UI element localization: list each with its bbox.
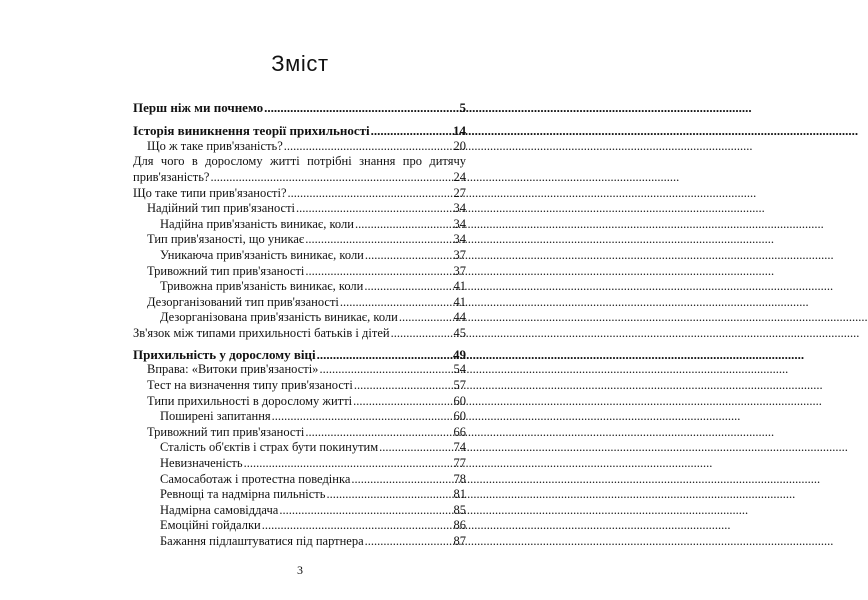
toc-entry [133,456,466,472]
page-title: Зміст [271,51,329,76]
toc-entry [133,378,466,394]
toc-entry-title: Дезорганізована прив'язаність виникає, коли [160,310,398,325]
dot-leader [271,409,453,425]
toc-entry-title: Надійний тип прив'язаності [147,201,296,216]
page-number: 3 [297,563,303,577]
dot-leader [283,139,453,155]
toc-entry-title: Перш ніж ми почнемо [133,100,264,115]
toc-entry-page: 27 [453,185,466,200]
toc-entry-title: Вправа: «Витоки прив'язаності» [147,362,319,377]
toc-entry-title: Емоційні гойдалки [160,518,261,533]
toc-entry-title: Тип прив'язаності, що уникає [147,232,305,247]
dot-leader [209,170,452,186]
dot-leader [339,295,453,311]
dot-leader [243,456,453,472]
dot-leader [363,279,452,295]
toc-entry [133,170,466,186]
toc-entry-title: Тест на визначення типу прив'язаності [147,378,353,393]
toc-entry [133,503,466,519]
toc-entry-page: 37 [453,247,466,262]
toc-entry [133,362,466,378]
toc-entry-page: 41 [453,294,466,309]
dot-leader [304,264,452,280]
dot-leader [398,310,453,326]
toc-entry-page: 44 [453,310,466,325]
toc-entry-page: 87 [453,534,466,549]
toc-entry-title-line: Для чого в дорослому житті потрібні знання про дитячу [133,154,466,169]
toc-entry [133,139,466,155]
toc-entry-title: Прихильність у дорослому віці [133,346,316,362]
dot-leader [353,378,453,394]
toc-entry-page: 77 [453,456,466,471]
toc-entry-title: Надмірна самовіддача [160,502,279,517]
dot-leader [364,534,453,550]
toc-entry-title: Сталість об'єктів і страх бути покинутим [160,440,379,455]
toc-entry-title: Ревнощі та надмірна пильність [160,487,326,502]
toc-entry-page: 14 [453,123,466,139]
toc-entry [133,123,466,139]
toc-entry-page: 20 [453,138,466,153]
toc-entry-page: 78 [453,471,466,486]
dot-leader [378,440,452,456]
dot-leader [364,248,453,264]
toc-entry [133,440,466,456]
table-of-contents [133,100,466,550]
toc-entry [133,248,466,264]
toc-entry-title: Самосаботаж і протестна поведінка [160,471,351,486]
toc-entry-page: 37 [453,263,466,278]
toc-entry-page: 86 [453,518,466,533]
dot-leader [390,326,453,342]
dot-leader [304,232,452,248]
toc-entry [133,217,466,233]
toc-entry-title: Тривожна прив'язаність виникає, коли [160,279,364,294]
toc-entry-page: 34 [453,216,466,231]
toc-entry-page: 60 [453,409,466,424]
toc-entry-page: 54 [453,362,466,377]
toc-entry-page: 5 [459,100,466,115]
toc-entry [133,310,466,326]
dot-leader [261,518,453,534]
toc-entry [133,232,466,248]
toc-entry-title: Бажання підлаштуватися під партнера [160,534,364,549]
toc-entry-page: 34 [453,201,466,216]
toc-entry-title: Тривожний тип прив'язаності [147,424,305,439]
toc-entry [133,347,466,363]
dot-leader [352,394,452,410]
toc-entry [133,201,466,217]
toc-entry-title: Типи прихильності в дорослому житті [147,393,353,408]
dot-leader [370,123,452,139]
toc-entry [133,295,466,311]
toc-entry [133,409,466,425]
toc-entry [133,534,466,550]
toc-entry [133,326,466,342]
dot-leader [316,347,452,363]
toc-entry-title: Поширені запитання [160,409,271,424]
toc-entry-title: Уникаюча прив'язаність виникає, коли [160,247,364,262]
toc-entry-title: Що таке типи прив'язаності? [133,185,287,200]
toc-entry-page: 81 [453,487,466,502]
dot-leader [304,425,452,441]
toc-entry [133,487,466,503]
toc-entry-title: Що ж таке прив'язаність? [147,138,283,153]
toc-entry-title: Тривожний тип прив'язаності [147,263,305,278]
toc-entry-title: Невизначеність [160,456,243,471]
dot-leader [354,217,453,233]
toc-entry-page: 41 [453,279,466,294]
toc-entry [133,518,466,534]
toc-entry-page: 24 [453,169,466,184]
toc-entry-title: Дезорганізований тип прив'язаності [147,294,339,309]
toc-entry-page: 57 [453,378,466,393]
toc-entry-title: прив'язаність? [133,169,210,184]
toc-entry [133,264,466,280]
toc-entry-title: Історія виникнення теорії прихильності [133,123,370,139]
toc-entry-page: 66 [453,424,466,439]
toc-entry [133,100,466,116]
dot-leader [263,100,458,116]
dot-leader [350,472,452,488]
toc-entry [133,279,466,295]
dot-leader [287,186,453,202]
toc-entry [133,394,466,410]
toc-entry [133,472,466,488]
toc-entry-title: Зв'язок між типами прихильності батьків і дітей [133,325,390,340]
toc-entry [133,186,466,202]
toc-entry-page: 60 [453,393,466,408]
toc-entry-title: Надійна прив'язаність виникає, коли [160,216,354,231]
dot-leader [325,487,452,503]
dot-leader [318,362,452,378]
toc-entry-page: 85 [453,502,466,517]
toc-entry-page: 34 [453,232,466,247]
dot-leader [278,503,452,519]
dot-leader [295,201,452,217]
toc-entry [133,425,466,441]
toc-entry-page: 45 [453,325,466,340]
toc-entry-page: 49 [453,346,466,362]
toc-entry-page: 74 [453,440,466,455]
